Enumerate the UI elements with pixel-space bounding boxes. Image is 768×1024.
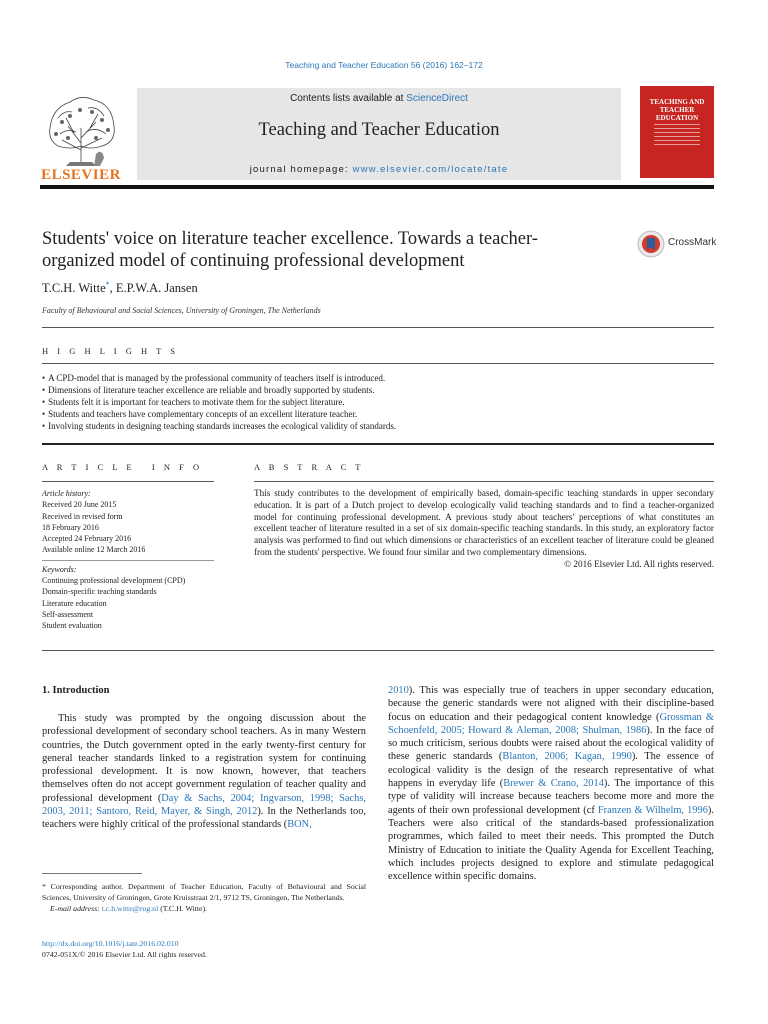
cover-title: TEACHING AND TEACHER EDUCATION <box>649 98 705 122</box>
keyword: Student evaluation <box>42 621 102 631</box>
doi-link[interactable]: http://dx.doi.org/10.1016/j.tate.2016.02.010 <box>42 939 179 948</box>
abstract-copyright: © 2016 Elsevier Ltd. All rights reserved. <box>564 558 714 569</box>
corresponding-author-note: * Corresponding author. Department of Teacher Education, Faculty of Behavioural and Social Sciences, University of Groningen, Grote Kruisstraat 2/1, 9712 TS, Groningen, The Netherlands. <box>42 882 366 902</box>
keyword: Domain-specific teaching standards <box>42 587 157 597</box>
highlight-item: • Students felt it is important for teachers to motivate them for the subject literature. <box>42 396 722 408</box>
citation-link[interactable]: 2010 <box>388 685 409 696</box>
history-received: Received 20 June 2015 <box>42 500 117 510</box>
intro-text: ). In the Netherlands too, teachers were highly critical of the professional standards ( <box>42 806 366 831</box>
keyword: Literature education <box>42 598 107 608</box>
highlights-list <box>42 372 722 432</box>
contents-prefix: Contents lists available at <box>290 93 407 104</box>
email-label: E-mail address: <box>50 904 102 913</box>
cover-decoration <box>654 124 700 148</box>
footnote <box>42 881 366 914</box>
history-accepted: Accepted 24 February 2016 <box>42 534 132 544</box>
divider <box>42 443 714 445</box>
highlight-item: • A CPD-model that is managed by the professional community of teachers itself is introduced. <box>42 372 722 384</box>
email-link[interactable]: t.c.h.witte@rug.nl <box>101 904 159 913</box>
keyword: Self-assessment <box>42 609 94 619</box>
keywords-label: Keywords: <box>42 564 77 574</box>
intro-text: ). The importance of this type of validity will increase because teachers become more and more the agents of their own professional development (cf <box>388 778 715 816</box>
sciencedirect-link[interactable]: ScienceDirect <box>406 93 468 104</box>
citation-link[interactable]: Day & Sachs, 2004; Ingvarson, 1998; Sachs, 2003, 2011; Santoro, Reid, Mayer, & Singh, 2012 <box>42 792 366 818</box>
email-suffix: (T.C.H. Witte). <box>158 904 208 913</box>
history-label: Article history: <box>42 489 91 498</box>
intro-text: ). Teachers were also critical of the standards-based professionalization programmes, which failed to meet their needs. This prompted the Dutch Ministry of Education to initiate the Quality Agenda for Excellent Teaching, which includes projects designed to explore and stimulate pedagogical excellence within specific domains. <box>388 804 714 883</box>
journal-homepage <box>137 164 621 175</box>
journal-cover-thumbnail[interactable] <box>640 86 714 178</box>
publisher-wordmark: ELSEVIER <box>41 167 121 183</box>
divider <box>254 481 714 482</box>
highlight-item: • Students and teachers have complementary concepts of an excellent literature teacher. <box>42 408 722 420</box>
header-rule <box>40 185 714 189</box>
history-online: Available online 12 March 2016 <box>42 545 146 555</box>
citation-link[interactable]: Brewer & Crano, 2014 <box>503 778 604 790</box>
intro-text: ). This was especially true of teachers in upper secondary education, because the generic standards were not aligned with their discipline-based focus on education and their pedagogical content knowledge ( <box>388 685 714 723</box>
article-title: Students' voice on literature teacher excellence. Towards a teacher-organized model of continuing professional development <box>42 229 538 271</box>
highlights-heading: H I G H L I G H T S <box>42 346 179 356</box>
citation-link[interactable]: Blanton, 2006; Kagan, 1990 <box>502 751 632 763</box>
divider <box>42 650 714 651</box>
doi-block <box>42 938 207 960</box>
journal-header-box <box>137 88 621 180</box>
author-list <box>42 280 198 296</box>
crossmark-button[interactable] <box>637 230 717 258</box>
contents-availability <box>137 93 621 104</box>
intro-right-column <box>388 684 714 883</box>
intro-text: ). In the face of so much criticism, serious doubts were raised about the ecological validity of these generic standards ( <box>388 724 715 763</box>
author-witte[interactable]: T.C.H. Witte <box>42 281 106 296</box>
abstract-text: This study contributes to the development of empirically based, domain-specific teaching standards in upper secondary education. It is part of a Dutch project to develop ecologically valid teaching standards and to find a teacher-organized model for continuing professional development. A previous study about teachers' perceptions of what constitutes an excellent teacher of literature resulted in a set of six domain-specific teaching standards. In this study, an exploratory factor analysis was performed to find out which dimensions or characteristics of an excellent teacher of literature could be gleaned from the students' perspective. We found four similar and two complementary dimensions. <box>254 488 714 557</box>
history-revised-date: 18 February 2016 <box>42 522 99 532</box>
homepage-prefix: journal homepage: <box>249 164 353 175</box>
section-heading-introduction: 1. Introduction <box>42 685 110 696</box>
article-info <box>42 488 214 632</box>
homepage-link[interactable]: www.elsevier.com/locate/tate <box>352 164 509 175</box>
abstract-heading: A B S T R A C T <box>254 462 364 472</box>
intro-left-column <box>42 712 366 832</box>
abstract-body <box>254 488 714 571</box>
author-jansen[interactable]: E.P.W.A. Jansen <box>115 281 198 296</box>
journal-title: Teaching and Teacher Education <box>258 120 500 140</box>
issn-copyright: 0742-051X/© 2016 Elsevier Ltd. All rights reserved. <box>42 950 207 959</box>
citation-link[interactable]: Grossman & Schoenfeld, 2005; Howard & Aleman, 2008; Shulman, 1986 <box>388 711 714 736</box>
corresponding-author-mark[interactable]: * <box>105 280 110 289</box>
citation-link[interactable]: Franzen & Wilhelm, 1996 <box>597 804 708 816</box>
highlight-item: • Dimensions of literature teacher excellence are reliable and broadly supported by students. <box>42 384 722 396</box>
history-revised: Received in revised form <box>42 511 123 521</box>
highlight-item: • Involving students in designing teaching standards increases the ecological validity of standards. <box>42 420 722 432</box>
crossmark-icon <box>637 230 665 258</box>
intro-text: ). The essence of ecological validity is the design of the research representative of what happens in everyday life ( <box>388 751 714 790</box>
journal-reference-link[interactable]: Teaching and Teacher Education 56 (2016) 162–172 <box>285 60 483 70</box>
divider <box>42 560 214 561</box>
citation-link[interactable]: BON, <box>287 819 312 831</box>
author-affiliation: Faculty of Behavioural and Social Sciences, University of Groningen, The Netherlands <box>42 306 321 315</box>
author-separator: , <box>109 281 116 296</box>
divider <box>42 481 214 482</box>
divider <box>42 327 714 328</box>
divider <box>42 363 714 364</box>
email-line <box>42 903 366 914</box>
article-info-heading: A R T I C L E I N F O <box>42 462 203 472</box>
keyword: Continuing professional development (CPD) <box>42 576 186 586</box>
intro-text: This study was prompted by the ongoing discussion about the professional development of secondary school teachers. As in many Western countries, the Dutch government opted in the early twenty-first century for general teacher standards linked to a registration system for continuing professional development. It is now known, however, that teachers themselves often do not accept government regulation of teacher quality and professional development ( <box>42 713 366 804</box>
footnote-rule <box>42 873 142 874</box>
crossmark-label: CrossMark <box>668 237 717 248</box>
